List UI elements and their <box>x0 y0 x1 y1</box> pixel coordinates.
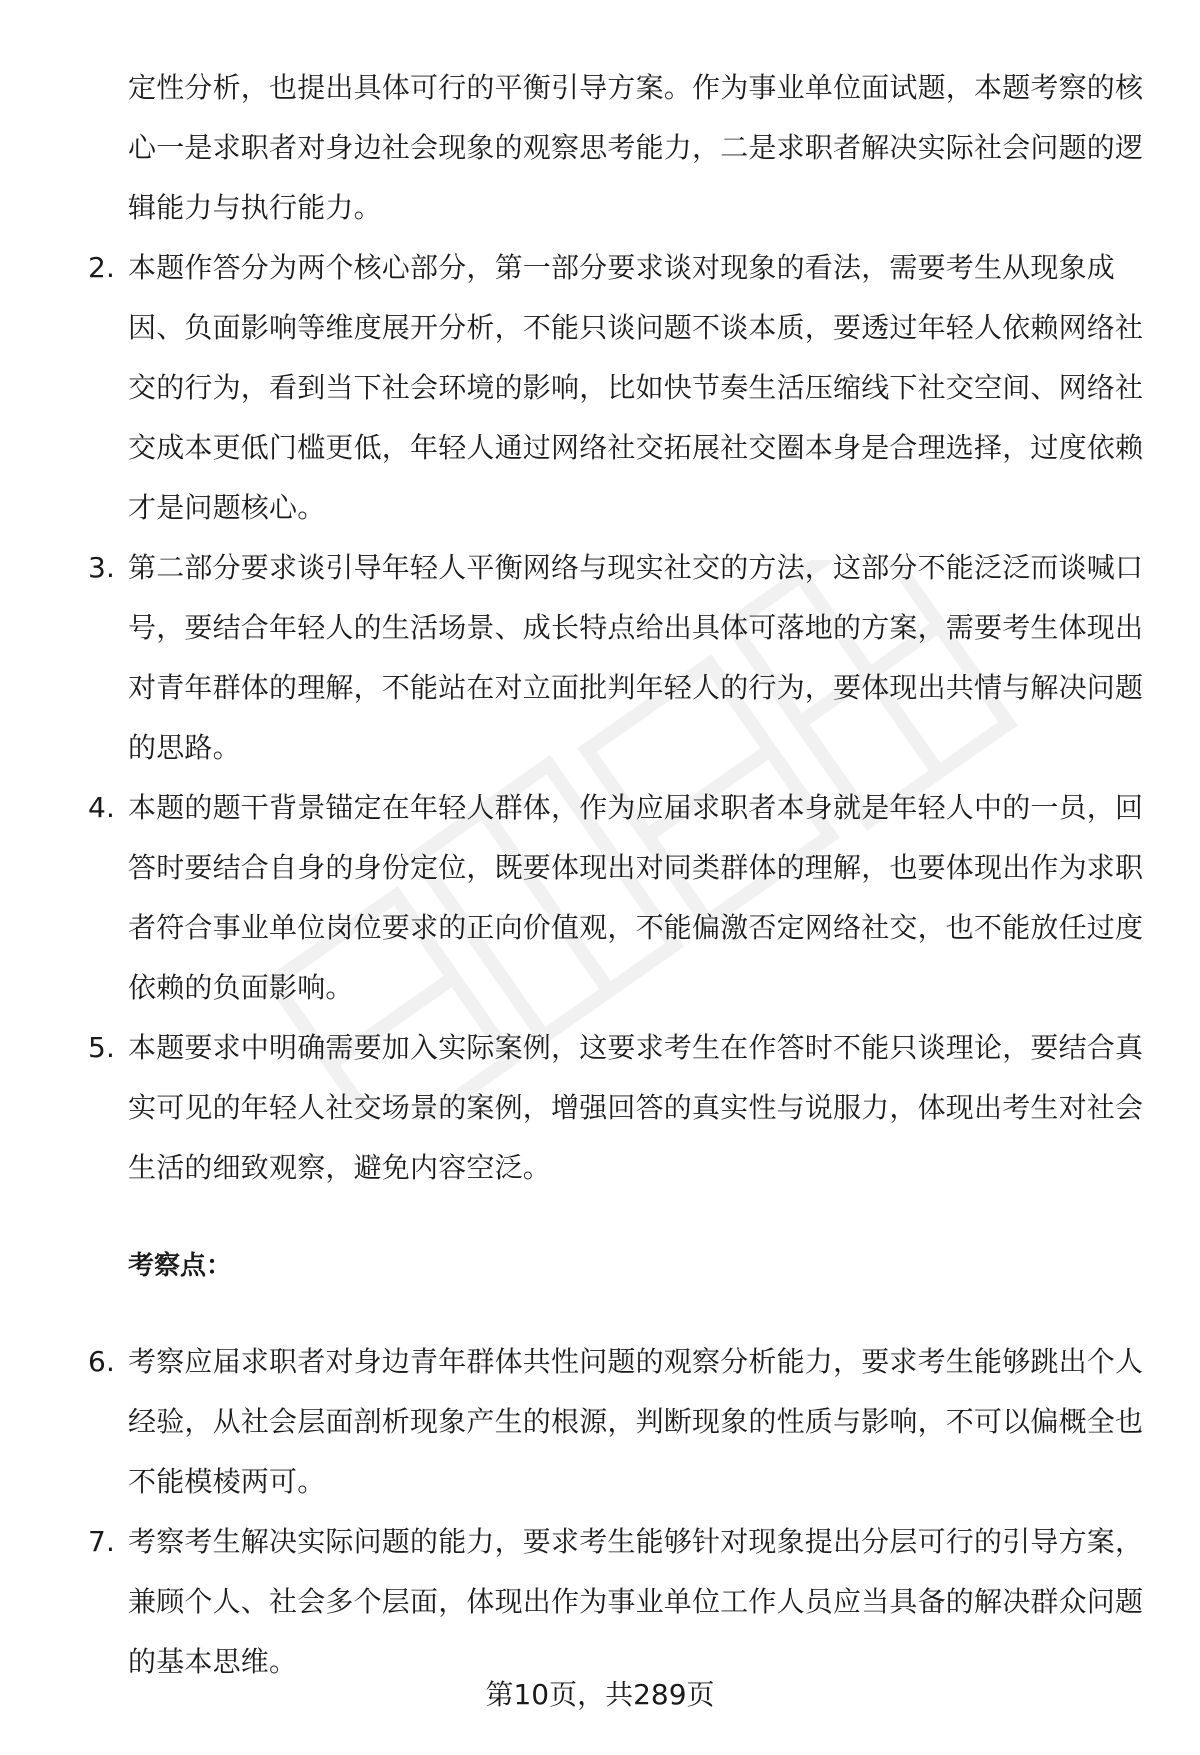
list-text: 本题作答分为两个核心部分，第一部分要求谈对现象的看法，需要考生从现象成因、负面影响等维度展开分析，不能只谈问题不谈本质，要透过年轻人依赖网络社交的行为，看到当下社会环境的影响，比如快节奏生活压缩线下社交空间、网络社交成本更低门槛更低，年轻人通过网络社交拓展社交圈本身是合理选择，过度依赖才是问题核心。 <box>128 251 1144 524</box>
intro-paragraph: 定性分析，也提出具体可行的平衡引导方案。作为事业单位面试题，本题考察的核心一是求职者对身边社会现象的观察思考能力，二是求职者解决实际社会问题的逻辑能力与执行能力。 <box>128 71 1144 224</box>
page-footer: 第10页，共289页 <box>485 1678 715 1711</box>
list-text: 第二部分要求谈引导年轻人平衡网络与现实社交的方法，这部分不能泛泛而谈喊口号，要结合年轻人的生活场景、成长特点给出具体可落地的方案，需要考生体现出对青年群体的理解，不能站在对立面批判年轻人的行为，要体现出共情与解决问题的思路。 <box>128 551 1144 764</box>
analysis-list <box>88 238 1146 1198</box>
list-number: 4. <box>88 791 116 824</box>
list-item <box>88 238 1146 538</box>
section-heading: 考察点： <box>128 1251 233 1281</box>
list-text: 本题的题干背景锚定在年轻人群体，作为应届求职者本身就是年轻人中的一员，回答时要结合自身的身份定位，既要体现出对同类群体的理解，也要体现出作为求职者符合事业单位岗位要求的正向价值观，不能偏激否定网络社交，也不能放任过度依赖的负面影响。 <box>128 791 1144 1004</box>
list-number: 5. <box>88 1031 116 1064</box>
assessment-list <box>88 1332 1146 1692</box>
list-item <box>88 538 1146 778</box>
list-text: 考察应届求职者对身边青年群体共性问题的观察分析能力，要求考生能够跳出个人经验，从社会层面剖析现象产生的根源，判断现象的性质与影响，不可以偏概全也不能模棱两可。 <box>128 1345 1144 1498</box>
document-body <box>88 58 1146 1692</box>
list-item <box>88 1018 1146 1198</box>
list-number: 7. <box>88 1525 116 1558</box>
list-item <box>88 1332 1146 1512</box>
list-text: 考察考生解决实际问题的能力，要求考生能够针对现象提出分层可行的引导方案，兼顾个人、社会多个层面，体现出作为事业单位工作人员应当具备的解决群众问题的基本思维。 <box>128 1525 1144 1678</box>
list-text: 本题要求中明确需要加入实际案例，这要求考生在作答时不能只谈理论，要结合真实可见的年轻人社交场景的案例，增强回答的真实性与说服力，体现出考生对社会生活的细致观察，避免内容空泛。 <box>128 1031 1144 1184</box>
list-item <box>88 778 1146 1018</box>
list-number: 6. <box>88 1345 116 1378</box>
list-number: 3. <box>88 551 116 584</box>
list-number: 2. <box>88 251 116 284</box>
